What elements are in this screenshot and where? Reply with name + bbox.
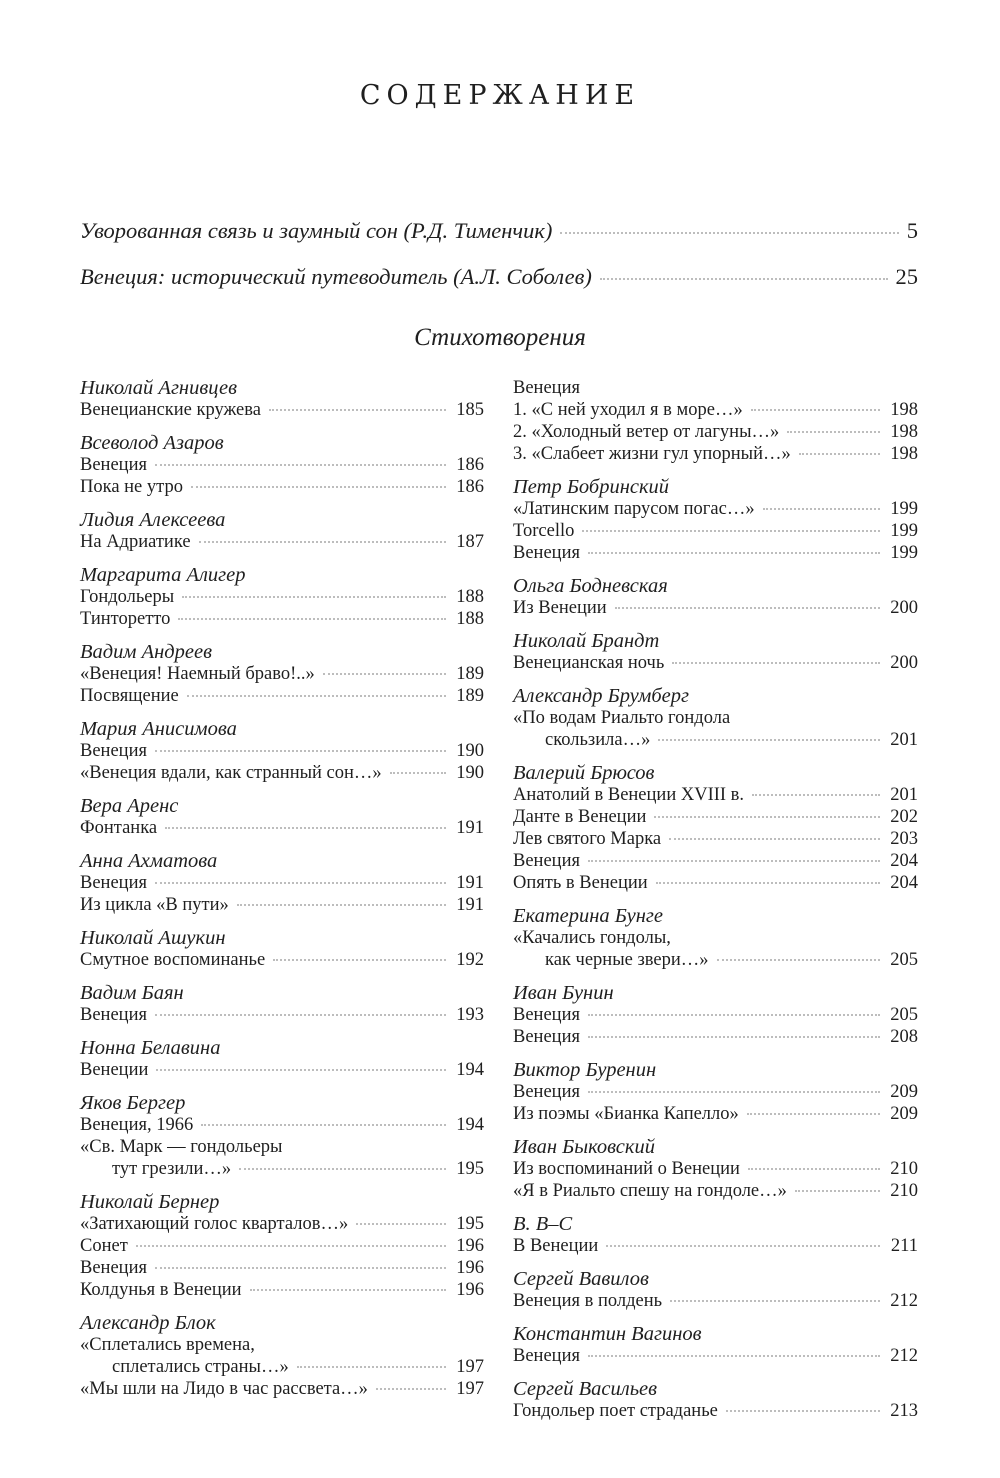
page-number: 185 bbox=[456, 400, 484, 420]
toc-entry[interactable] bbox=[513, 1290, 918, 1312]
cycle-heading: Венеция bbox=[513, 378, 580, 398]
dot-leader bbox=[273, 959, 446, 961]
page-number: 187 bbox=[456, 532, 484, 552]
dot-leader bbox=[654, 816, 880, 818]
toc-entry[interactable] bbox=[513, 828, 918, 850]
page-number: 199 bbox=[890, 521, 918, 541]
author-name: Всеволод Азаров bbox=[80, 432, 224, 454]
poem-title: Венецианская ночь bbox=[513, 653, 665, 673]
poem-title-line: «Качались гондолы, bbox=[513, 928, 671, 948]
poem-title: как черные звери…» bbox=[545, 950, 709, 970]
poem-title: Венеция bbox=[513, 1005, 580, 1025]
page-number: 205 bbox=[890, 950, 918, 970]
poem-title: Венеция, 1966 bbox=[80, 1115, 194, 1135]
author-name: Яков Бергер bbox=[80, 1092, 186, 1114]
page-number: 198 bbox=[890, 400, 918, 420]
toc-entry[interactable] bbox=[513, 443, 918, 465]
page-number: 201 bbox=[890, 730, 918, 750]
dot-leader bbox=[672, 662, 880, 664]
dot-leader bbox=[656, 882, 880, 884]
dot-leader bbox=[297, 1366, 446, 1368]
page-number: 189 bbox=[456, 686, 484, 706]
author-name: Екатерина Бунге bbox=[513, 905, 664, 927]
toc-entry[interactable] bbox=[80, 531, 484, 553]
dot-leader bbox=[600, 278, 888, 280]
toc-entry[interactable] bbox=[513, 1103, 918, 1125]
page-number: 193 bbox=[456, 1005, 484, 1025]
dot-leader bbox=[582, 530, 880, 532]
author-name: Николай Ашукин bbox=[80, 927, 226, 949]
dot-leader bbox=[787, 431, 880, 433]
toc-entry[interactable] bbox=[80, 1378, 484, 1400]
page-number: 191 bbox=[456, 895, 484, 915]
author-name: Николай Бернер bbox=[80, 1191, 220, 1213]
page-number: 188 bbox=[456, 609, 484, 629]
poem-title-line: «Сплетались времена, bbox=[80, 1335, 255, 1355]
toc-entry[interactable] bbox=[80, 663, 484, 685]
page-number: 186 bbox=[456, 477, 484, 497]
toc-entry[interactable] bbox=[80, 608, 484, 630]
poem-title: Фонтанка bbox=[80, 818, 158, 838]
page-number: 204 bbox=[890, 851, 918, 871]
page-number: 197 bbox=[456, 1357, 484, 1377]
page-number: 196 bbox=[456, 1258, 484, 1278]
poem-title-line: «Св. Марк — гондольеры bbox=[80, 1137, 283, 1157]
author-name: Сергей Вавилов bbox=[513, 1268, 649, 1290]
page-number: 197 bbox=[456, 1379, 484, 1399]
author-name: Лидия Алексеева bbox=[80, 509, 226, 531]
dot-leader bbox=[376, 1388, 446, 1390]
essay-entry[interactable] bbox=[80, 218, 918, 244]
poem-title: Torcello bbox=[513, 521, 575, 541]
author-name: Константин Вагинов bbox=[513, 1323, 702, 1345]
toc-entry[interactable] bbox=[80, 1059, 484, 1081]
toc-left-column bbox=[80, 377, 484, 1400]
toc-entry[interactable] bbox=[80, 740, 484, 762]
toc-entry[interactable] bbox=[513, 784, 918, 806]
poem-title: Данте в Венеции bbox=[513, 807, 647, 827]
dot-leader bbox=[269, 409, 446, 411]
dot-leader bbox=[606, 1245, 880, 1247]
page-number: 212 bbox=[890, 1346, 918, 1366]
poem-title: Опять в Венеции bbox=[513, 873, 648, 893]
poem-title: 2. «Холодный ветер от лагуны…» bbox=[513, 422, 780, 442]
toc-entry[interactable] bbox=[80, 1235, 484, 1257]
section-title: Стихотворения bbox=[414, 324, 586, 351]
toc-entry[interactable] bbox=[513, 850, 918, 872]
poem-title: Гондольеры bbox=[80, 587, 175, 607]
author-name: Валерий Брюсов bbox=[513, 762, 655, 784]
dot-leader bbox=[155, 882, 446, 884]
author-name: Александр Брумберг bbox=[513, 685, 690, 707]
page-number: 213 bbox=[890, 1401, 918, 1421]
toc-entry[interactable] bbox=[80, 1158, 484, 1180]
toc-entry[interactable] bbox=[80, 685, 484, 707]
page-number: 203 bbox=[890, 829, 918, 849]
poem-title: Венеция bbox=[513, 851, 580, 871]
poem-title: Лев святого Марка bbox=[513, 829, 662, 849]
author-name: Вадим Андреев bbox=[80, 641, 213, 663]
poem-title: тут грезили…» bbox=[112, 1159, 232, 1179]
poem-title: скользила…» bbox=[545, 730, 651, 750]
dot-leader bbox=[588, 1091, 880, 1093]
toc-entry[interactable] bbox=[80, 1114, 484, 1136]
author-name: Александр Блок bbox=[80, 1312, 216, 1334]
poem-title: Посвящение bbox=[80, 686, 179, 706]
dot-leader bbox=[588, 860, 880, 862]
toc-right-column bbox=[513, 377, 918, 1422]
author-name: Сергей Васильев bbox=[513, 1378, 658, 1400]
page-number: 188 bbox=[456, 587, 484, 607]
poem-title: Венеция bbox=[80, 873, 147, 893]
dot-leader bbox=[752, 794, 880, 796]
toc-entry[interactable] bbox=[80, 1213, 484, 1235]
poem-title: На Адриатике bbox=[80, 532, 191, 552]
dot-leader bbox=[201, 1124, 446, 1126]
dot-leader bbox=[670, 1300, 880, 1302]
dot-leader bbox=[799, 453, 880, 455]
essay-title: Уворованная связь и заумный сон (Р.Д. Тименчик) bbox=[80, 218, 553, 243]
poem-title: сплетались страны…» bbox=[112, 1357, 289, 1377]
dot-leader bbox=[356, 1223, 446, 1225]
toc-entry[interactable] bbox=[80, 454, 484, 476]
toc-entry[interactable] bbox=[513, 542, 918, 564]
poem-title: «Латинским парусом погас…» bbox=[513, 499, 755, 519]
toc-entry[interactable] bbox=[513, 399, 918, 421]
dot-leader bbox=[763, 508, 880, 510]
poem-title: Венеция bbox=[513, 1027, 580, 1047]
dot-leader bbox=[191, 486, 446, 488]
dot-leader bbox=[323, 673, 446, 675]
toc-entry[interactable] bbox=[513, 520, 918, 542]
toc-entry[interactable] bbox=[513, 597, 918, 619]
toc-entry[interactable] bbox=[513, 1004, 918, 1026]
dot-leader bbox=[560, 232, 898, 234]
essay-page: 5 bbox=[906, 218, 918, 243]
essay-page: 25 bbox=[895, 264, 918, 289]
poem-title: Венеции bbox=[80, 1060, 149, 1080]
poem-title: Венеция bbox=[513, 1082, 580, 1102]
page-number: 194 bbox=[456, 1060, 484, 1080]
author-name: В. В–С bbox=[513, 1213, 573, 1235]
dot-leader bbox=[588, 1014, 880, 1016]
poem-title: «Мы шли на Лидо в час рассвета…» bbox=[80, 1379, 368, 1399]
page-number: 198 bbox=[890, 444, 918, 464]
page-number: 209 bbox=[890, 1082, 918, 1102]
dot-leader bbox=[250, 1289, 446, 1291]
author-name: Николай Агнивцев bbox=[80, 377, 238, 399]
dot-leader bbox=[751, 409, 880, 411]
poem-title: Из воспоминаний о Венеции bbox=[513, 1159, 740, 1179]
toc-entry[interactable] bbox=[513, 1235, 918, 1257]
page-number: 191 bbox=[456, 873, 484, 893]
page-number: 186 bbox=[456, 455, 484, 475]
page-number: 198 bbox=[890, 422, 918, 442]
poem-title: Венеция bbox=[80, 1258, 147, 1278]
dot-leader bbox=[156, 1069, 446, 1071]
dot-leader bbox=[155, 464, 446, 466]
poem-title: Венеция bbox=[513, 543, 580, 563]
page-number: 194 bbox=[456, 1115, 484, 1135]
page-number: 191 bbox=[456, 818, 484, 838]
poem-title: Гондольер поет страданье bbox=[513, 1401, 718, 1421]
page-number: 201 bbox=[890, 785, 918, 805]
dot-leader bbox=[726, 1410, 880, 1412]
page-number: 196 bbox=[456, 1236, 484, 1256]
dot-leader bbox=[237, 904, 446, 906]
poem-title: «Я в Риальто спешу на гондоле…» bbox=[513, 1181, 787, 1201]
toc-entry[interactable] bbox=[513, 1026, 918, 1048]
toc-entry[interactable] bbox=[80, 894, 484, 916]
poem-title: Тинторетто bbox=[80, 609, 171, 629]
page-number: 200 bbox=[890, 598, 918, 618]
dot-leader bbox=[669, 838, 880, 840]
poem-title: Из поэмы «Бианка Капелло» bbox=[513, 1104, 739, 1124]
page-number: 208 bbox=[890, 1027, 918, 1047]
toc-entry[interactable] bbox=[513, 1180, 918, 1202]
author-name: Ольга Бодневская bbox=[513, 575, 668, 597]
dot-leader bbox=[588, 1036, 880, 1038]
author-name: Мария Анисимова bbox=[80, 718, 237, 740]
poem-title-line: «По водам Риальто гондола bbox=[513, 708, 731, 728]
page-number: 196 bbox=[456, 1280, 484, 1300]
toc-entry[interactable] bbox=[513, 872, 918, 894]
author-name: Нонна Белавина bbox=[80, 1037, 221, 1059]
dot-leader bbox=[187, 695, 446, 697]
page-title: СОДЕРЖАНИЕ bbox=[359, 80, 641, 111]
poem-title: «Венеция вдали, как странный сон…» bbox=[80, 763, 382, 783]
dot-leader bbox=[199, 541, 446, 543]
toc-entry[interactable] bbox=[80, 586, 484, 608]
page-number: 205 bbox=[890, 1005, 918, 1025]
poem-title: Венеция bbox=[80, 1005, 147, 1025]
poem-title: Венеция bbox=[80, 455, 147, 475]
toc-entry[interactable] bbox=[513, 498, 918, 520]
dot-leader bbox=[155, 1267, 446, 1269]
poem-title: Колдунья в Венеции bbox=[80, 1280, 242, 1300]
essay-entry[interactable] bbox=[80, 264, 918, 290]
page-number: 195 bbox=[456, 1214, 484, 1234]
poem-title: «Затихающий голос кварталов…» bbox=[80, 1214, 349, 1234]
toc-entry[interactable] bbox=[80, 476, 484, 498]
page-number: 189 bbox=[456, 664, 484, 684]
dot-leader bbox=[165, 827, 446, 829]
dot-leader bbox=[155, 750, 446, 752]
page-number: 200 bbox=[890, 653, 918, 673]
page-number: 199 bbox=[890, 543, 918, 563]
author-name: Вадим Баян bbox=[80, 982, 184, 1004]
author-name: Маргарита Алигер bbox=[80, 564, 246, 586]
poem-title: В Венеции bbox=[513, 1236, 599, 1256]
author-name: Виктор Буренин bbox=[513, 1059, 657, 1081]
page-number: 190 bbox=[456, 741, 484, 761]
page-number: 209 bbox=[890, 1104, 918, 1124]
page-number: 204 bbox=[890, 873, 918, 893]
dot-leader bbox=[747, 1113, 880, 1115]
page-number: 190 bbox=[456, 763, 484, 783]
poem-title: Анатолий в Венеции XVIII в. bbox=[513, 785, 745, 805]
toc-entry[interactable] bbox=[513, 652, 918, 674]
toc-entry[interactable] bbox=[513, 1158, 918, 1180]
toc-entry[interactable] bbox=[80, 1279, 484, 1301]
toc-entry[interactable] bbox=[80, 949, 484, 971]
toc-entry[interactable] bbox=[80, 1257, 484, 1279]
author-name: Николай Брандт bbox=[513, 630, 660, 652]
page-number: 202 bbox=[890, 807, 918, 827]
page-number: 211 bbox=[890, 1236, 918, 1256]
toc-entry[interactable] bbox=[80, 762, 484, 784]
poem-title: Пока не утро bbox=[80, 477, 183, 497]
toc-entry[interactable] bbox=[513, 949, 918, 971]
essay-title: Венеция: исторический путеводитель (А.Л. Соболев) bbox=[80, 264, 592, 289]
poem-title: Из Венеции bbox=[513, 598, 607, 618]
dot-leader bbox=[588, 552, 880, 554]
toc-entry[interactable] bbox=[80, 399, 484, 421]
dot-leader bbox=[717, 959, 880, 961]
page-number: 199 bbox=[890, 499, 918, 519]
page-number: 192 bbox=[456, 950, 484, 970]
toc-entry[interactable] bbox=[513, 421, 918, 443]
poem-title: Смутное воспоминанье bbox=[80, 950, 266, 970]
dot-leader bbox=[615, 607, 880, 609]
dot-leader bbox=[182, 596, 446, 598]
toc-entry[interactable] bbox=[80, 817, 484, 839]
toc-entry[interactable] bbox=[513, 1400, 918, 1422]
toc-entry[interactable] bbox=[513, 729, 918, 751]
dot-leader bbox=[178, 618, 446, 620]
poem-title: 3. «Слабеет жизни гул упорный…» bbox=[513, 444, 791, 464]
toc-entry[interactable] bbox=[80, 1004, 484, 1026]
poem-title: Сонет bbox=[80, 1236, 128, 1256]
toc-entry[interactable] bbox=[513, 806, 918, 828]
dot-leader bbox=[136, 1245, 446, 1247]
toc-entry[interactable] bbox=[513, 1081, 918, 1103]
dot-leader bbox=[588, 1355, 880, 1357]
dot-leader bbox=[390, 772, 446, 774]
page-number: 210 bbox=[890, 1159, 918, 1179]
toc-entry[interactable] bbox=[80, 872, 484, 894]
dot-leader bbox=[795, 1190, 880, 1192]
dot-leader bbox=[155, 1014, 446, 1016]
author-name: Иван Быковский bbox=[513, 1136, 655, 1158]
author-name: Вера Аренс bbox=[80, 795, 179, 817]
toc-entry[interactable] bbox=[513, 1345, 918, 1367]
poem-title: Венеция в полдень bbox=[513, 1291, 663, 1311]
poem-title: Венеция bbox=[513, 1346, 580, 1366]
author-name: Анна Ахматова bbox=[80, 850, 218, 872]
dot-leader bbox=[239, 1168, 446, 1170]
dot-leader bbox=[748, 1168, 880, 1170]
toc-entry[interactable] bbox=[80, 1356, 484, 1378]
page-number: 210 bbox=[890, 1181, 918, 1201]
poem-title: «Венеция! Наемный браво!..» bbox=[80, 664, 315, 684]
poem-title: Из цикла «В пути» bbox=[80, 895, 229, 915]
poem-title: Венеция bbox=[80, 741, 147, 761]
page-number: 195 bbox=[456, 1159, 484, 1179]
author-name: Иван Бунин bbox=[513, 982, 614, 1004]
page-number: 212 bbox=[890, 1291, 918, 1311]
author-name: Петр Бобринский bbox=[513, 476, 670, 498]
poem-title: Венецианские кружева bbox=[80, 400, 261, 420]
dot-leader bbox=[658, 739, 880, 741]
poem-title: 1. «С ней уходил я в море…» bbox=[513, 400, 743, 420]
